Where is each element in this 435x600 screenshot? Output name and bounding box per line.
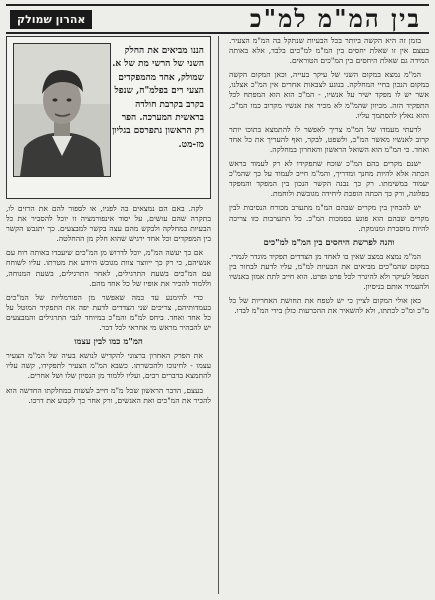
article-title: בין המ"מ למ"כ — [249, 4, 421, 33]
paragraph: אם כך יעשה המ"מ, יוכל לדרוש מן המ"כים שיעבדו באותה רוח עם אנשיהם, כי רק כך ייווצר צוות מגובש היודע את מטרתו. עליו לשוחח עם המ"כים בשעת התרגילים, לאחר התרגילים, בשעת המנוחה, וללמוד להכיר את אופיו של כל אחד מהם. — [6, 248, 211, 288]
column-divider — [218, 36, 219, 594]
paragraph: לדעתי מעמדו של המ"מ צריך לאפשר לו להתמצא בתוכו יותר קרוב לאנשיו מאשר המ"כ, ולשפט, לבקר, ואף להעריך את כל אחד ואחד. כי המ"מ הוא השואל הראשון והאחרון במחלקה. — [229, 124, 429, 154]
paragraph: ישנם מקרים בהם המ"כ שוכח שתפקידו לא רק לעמוד בראש הכתה אלא להיות מחנך ומדריך, והמ"מ חייב לעמוד על כך שהמ"כ יעמוד במשימתו. רק כך נבנה הקשר הנכון בין המפקד והמפקד בפלוגה, ורק כך הכתה הופכת ליחידה מגובשת ולוחמת. — [229, 159, 429, 199]
paragraph: את הפרק האחרון ברצוני להקדיש לנושא בעיה של המ"מ הצעיר עצמו - לחינוכו ולהכשרתו. כשבא המ"מ הצעיר לתפקידו, קשה עליו להתמצא בדברים רבים, ועליו ללמוד מן הנסיון שלו ושל אחרים. — [6, 351, 211, 381]
right-column — [229, 36, 429, 594]
section-subhead: המ"מ כמו לבין עצמו — [74, 337, 143, 348]
paragraph: בזמן זה היא הקשה ביותר בכל הבעיות שנתקל בה המ"מ הצעיר. בעצם אין זו שאלת יחסים בין המ"מ למ"כים בלבד, אלא באותה המידה גם שאלת היחסים בין המ"כים הטוראים. — [229, 36, 429, 66]
left-column-text — [6, 204, 211, 594]
paragraph: כאן אולי המקום לציין כי יש לטפח את תחושת האחריות של כל מ"כ ומ"כ לכתתו, ולא להשאיר את ההכרעות כולן בידי המ"מ לבדו. — [229, 296, 429, 316]
section-subhead: והנה לפרשת היחסים בין המ"מ למ"כים — [263, 237, 395, 248]
article-body — [6, 36, 429, 594]
paragraph: המ"מ נמצא במצב שאין בו לאחד מן הצדדים תפקיד מוגדר לגמרי. במקום שהמ"כים מביאים את הבעיות למ"מ, עליו לדעת לבחור בין הטפל לעיקר ולא להיגרר לכל פרט ופרט. הוא חייב לתת אמון באנשיו ולהעמיד אותם בניסיון. — [229, 251, 429, 292]
left-column — [6, 36, 211, 594]
paragraph: כדי להימנע עד כמה שאפשר מן הפורמליות של המ"כים בעמדותיהם, צריכים שני הצדדים לדעת יפה את התפקיד המוטל על כל אחד ואחד. ביחס למ"מ והמ"כ במיוחד לגבי התרגילים והמבצעים יש להבהיר מראש מי אחראי לכל דבר. — [6, 292, 211, 333]
article-header — [6, 4, 429, 34]
intro-note: הננו מביאים את החלק השני של הרשי מת של א. שמולק, אחד מהמפקדים הצעי רים בפלמ"ח, שנפל בקרב בקרבת חולדה בראשית המערכה. הפר רק הראשון נתפרסם בגליון מז-מט. — [112, 46, 204, 150]
paragraph: בעצם, הדבר הראשון שכל מ"מ חייב לעשות במחלקתו החדשה הוא להכיר את המ"כים ואת האנשים, ורק אחר כך לקבוע את דרכו. — [6, 385, 211, 405]
author-byline: אהרון שמולק — [10, 10, 92, 29]
author-portrait — [13, 43, 111, 177]
portrait-image — [14, 44, 110, 176]
paragraph: יש להבחין בין מקרים שבהם המ"מ מתערב מכורח הנסיבות לבין מקרים שבהם הוא פוגע בסמכות המ"כ. כל התערבות כזו צריכה להיות מוסברת ומנומקת. — [229, 203, 429, 233]
intro-box — [6, 36, 211, 199]
paragraph: המ"מ נמצא במקום השני של עיקר בעייה, וכאן המקום הקשה במקום הנכון בחיי המחלקה. בנוגע לצבאות אחרים אין המ"כ אצלנו, אשר יש לו מפקד ישיר על אנשיו, - המ"כ הוא הוא המפתח לכל התפקיד הזה. מכיוון שהמ"מ לא מכיר את אנשיו מקרוב כמו המ"כ, והוא נאלץ להסתמך עליו. — [229, 70, 429, 120]
paragraph: לקה. באם הם נמצאים בה לפניו, או לספור להם את הרזים לו, בתקרה שהם עושים, על יסוד אינפורמציה זו יוכל להסביר את כל הבעיות במחלקה ולבקש מהם עצה בקשר למבצעים. כך יתגבש הקשר בין המפקדים וכל אחד ירגיש שהוא חלק מן ההחלטה. — [6, 204, 211, 244]
